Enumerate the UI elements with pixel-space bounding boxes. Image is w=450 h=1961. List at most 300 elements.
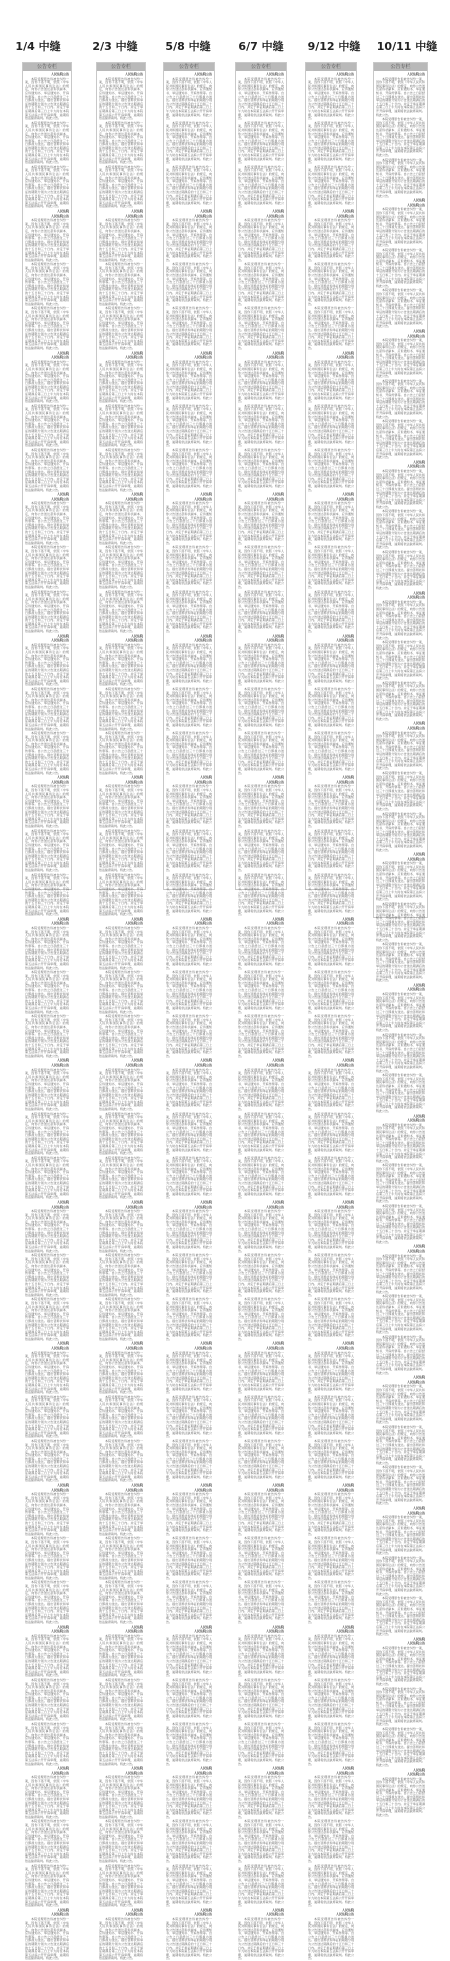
notice-paragraph: 本院受理原告诉被告纠纷一案，因你下落不明，依照《中华人民共和国民事诉讼法》的规定，向你公告送达起诉状副本、应诉通知书、举证通知书、开庭传票等。自公告之日起经过三十日即视为送达。提出答辩状和举证的期限分别为公告送达期满后的十五日和三十日内。并定于举证期满后第三日上午九时在本院第五法庭公开开庭审理，逾期将依法缺席裁判。特此公告。	[308, 218, 354, 262]
notice-paragraph: 本院受理原告诉被告纠纷一案，因你下落不明，依照《中华人民共和国民事诉讼法》的规定，向你公告送达起诉状副本、应诉通知书、举证通知书、开庭传票等。自公告之日起经过三十日即视为送达。提出答辩状和举证的期限分别为公告送达期满后的十五日和三十日内。并定于举证期满后第三日上午九时在本院第五法庭公开开庭审理，逾期将依法缺席裁判。特此公告。	[238, 501, 284, 545]
notice-signature: 人民法院	[130, 350, 143, 355]
notice-signature: 人民法院	[271, 633, 284, 638]
notice-paragraph: 本院受理原告诉被告纠纷一案，因你下落不明，依照《中华人民共和国民事诉讼法》的规定，向你公告送达起诉状副本、应诉通知书、举证通知书、开庭传票等。自公告之日起经过三十日即视为送达。提出答辩状和举证的期限分别为公告送达期满后的十五日和三十日内。并定于举证期满后第三日上午九时在本院第五法庭公开开庭审理，逾期将依法缺席裁判。特此公告。	[308, 306, 354, 350]
notice-paragraph: 本院受理原告诉被告纠纷一案，因你下落不明，依照《中华人民共和国民事诉讼法》的规定，向你公告送达起诉状副本、应诉通知书、举证通知书、开庭传票等。自公告之日起经过三十日即视为送达。提出答辩状和举证的期限分别为公告送达期满后的十五日和三十日内。并定于举证期满后第三日上午九时在本院第五法庭公开开庭审理，逾期将依法缺席裁判。特此公告。	[166, 545, 212, 589]
notice-paragraph: 本院受理原告诉被告纠纷一案，因你下落不明，依照《中华人民共和国民事诉讼法》的规定，向你公告送达起诉状副本、应诉通知书、举证通知书、开庭传票等。自公告之日起经过三十日即视为送达。提出答辩状和举证的期限分别为公告送达期满后的十五日和三十日内。并定于举证期满后第三日上午九时在本院第五法庭公开开庭审理，逾期将依法缺席裁判。特此公告。	[238, 872, 284, 917]
notice-paragraph: 本院受理原告诉被告纠纷一案，因你下落不明，依照《中华人民共和国民事诉讼法》的规定，向你公告送达起诉状副本、应诉通知书、举证通知书、开庭传票等。自公告之日起经过三十日即视为送达。提出答辩状和举证的期限分别为公告送达期满后的十五日和三十日内。并定于举证期满后第三日上午九时在本院第五法庭公开开庭审理，逾期将依法缺席裁判。特此公告。	[99, 501, 143, 545]
notice-paragraph: 本院受理原告诉被告纠纷一案，因你下落不明，依照《中华人民共和国民事诉讼法》的规定，向你公告送达起诉状副本、应诉通知书、举证通知书、开庭传票等。自公告之日起经过三十日即视为送达。提出答辩状和举证的期限分别为公告送达期满后的十五日和三十日内。并定于举证期满后第三日上午九时在本院第五法庭公开开庭审理，逾期将依法缺席裁判。特此公告。	[308, 1536, 354, 1580]
notice-heading: 人民法院公告	[50, 1487, 69, 1492]
notice-paragraph: 本院受理原告诉被告纠纷一案，因你下落不明，依照《中华人民共和国民事诉讼法》的规定，向你公告送达起诉状副本、应诉通知书、举证通知书、开庭传票等。自公告之日起经过三十日即视为送达。提出答辩状和举证的期限分别为公告送达期满后的十五日和三十日内。并定于举证期满后第三日上午九时在本院第五法庭公开开庭审理，逾期将依法缺席裁判。特此公告。	[238, 1253, 284, 1297]
notice-signature: 人民法院	[412, 1636, 425, 1641]
notice-heading: 人民法院公告	[193, 1912, 212, 1917]
column-body	[238, 72, 284, 1961]
notice-paragraph: 本院受理原告诉被告纠纷一案，因你下落不明，依照《中华人民共和国民事诉讼法》的规定，向你公告送达起诉状副本、应诉通知书、举证通知书、开庭传票等。自公告之日起经过三十日即视为送达。提出答辩状和举证的期限分别为公告送达期满后的十五日和三十日内。并定于举证期满后第三日上午九时在本院第五法庭公开开庭审理，逾期将依法缺席裁判。特此公告。	[99, 970, 143, 1014]
notice-paragraph: 本院受理原告诉被告纠纷一案，因你下落不明，依照《中华人民共和国民事诉讼法》的规定，向你公告送达起诉状副本、应诉通知书、举证通知书、开庭传票等。自公告之日起经过三十日即视为送达。提出答辩状和举证的期限分别为公告送达期满后的十五日和三十日内。并定于举证期满后第三日上午九时在本院第五法庭公开开庭审理，逾期将依法缺席裁判。特此公告。	[308, 359, 354, 404]
column-body	[25, 72, 69, 1961]
notice-paragraph: 本院受理原告诉被告纠纷一案，因你下落不明，依照《中华人民共和国民事诉讼法》的规定，向你公告送达起诉状副本、应诉通知书、举证通知书、开庭传票等。自公告之日起经过三十日即视为送达。提出答辩状和举证的期限分别为公告送达期满后的十五日和三十日内。并定于举证期满后第三日上午九时在本院第五法庭公开开庭审理，逾期将依法缺席裁判。特此公告。	[25, 218, 69, 262]
notice-paragraph: 本院受理原告诉被告纠纷一案，因你下落不明，依照《中华人民共和国民事诉讼法》的规定，向你公告送达起诉状副本、应诉通知书、举证通知书、开庭传票等。自公告之日起经过三十日即视为送达。提出答辩状和举证的期限分别为公告送达期满后的十五日和三十日内。并定于举证期满后第三日上午九时在本院第五法庭公开开庭审理，逾期将依法缺席裁判。特此公告。	[25, 1394, 69, 1439]
notice-heading: 人民法院公告	[50, 213, 69, 218]
notice-paragraph: 本院受理原告诉被告纠纷一案，因你下落不明，依照《中华人民共和国民事诉讼法》的规定，向你公告送达起诉状副本、应诉通知书、举证通知书、开庭传票等。自公告之日起经过三十日即视为送达。提出答辩状和举证的期限分别为公告送达期满后的十五日和三十日内。并定于举证期满后第三日上午九时在本院第五法庭公开开庭审理，逾期将依法缺席裁判。特此公告。	[376, 771, 425, 811]
notice-signature: 人民法院	[199, 1483, 212, 1488]
notice-paragraph: 本院受理原告诉被告纠纷一案，因你下落不明，依照《中华人民共和国民事诉讼法》的规定，向你公告送达起诉状副本、应诉通知书、举证通知书、开庭传票等。自公告之日起经过三十日即视为送达。提出答辩状和举证的期限分别为公告送达期满后的十五日和三十日内。并定于举证期满后第三日上午九时在本院第五法庭公开开庭审理，逾期将依法缺席裁判。特此公告。	[25, 872, 69, 917]
notice-paragraph: 本院受理原告诉被告纠纷一案，因你下落不明，依照《中华人民共和国民事诉讼法》的规定，向你公告送达起诉状副本、应诉通知书、举证通知书、开庭传票等。自公告之日起经过三十日即视为送达。提出答辩状和举证的期限分别为公告送达期满后的十五日和三十日内。并定于举证期满后第三日上午九时在本院第五法庭公开开庭审理，逾期将依法缺席裁判。特此公告。	[25, 1819, 69, 1863]
notice-paragraph: 本院受理原告诉被告纠纷一案，因你下落不明，依照《中华人民共和国民事诉讼法》的规定，向你公告送达起诉状副本、应诉通知书、举证通知书、开庭传票等。自公告之日起经过三十日即视为送达。提出答辩状和举证的期限分别为公告送达期满后的十五日和三十日内。并定于举证期满后第三日上午九时在本院第五法庭公开开庭审理，逾期将依法缺席裁判。特此公告。	[99, 1350, 143, 1395]
notice-heading: 人民法院公告	[193, 1346, 212, 1351]
notice-paragraph: 本院受理原告诉被告纠纷一案，因你下落不明，依照《中华人民共和国民事诉讼法》的规定，向你公告送达起诉状副本、应诉通知书、举证通知书、开庭传票等。自公告之日起经过三十日即视为送达。提出答辩状和举证的期限分别为公告送达期满后的十五日和三十日内。并定于举证期满后第三日上午九时在本院第五法庭公开开庭审理，逾期将依法缺席裁判。特此公告。	[25, 731, 69, 775]
notice-paragraph: 本院受理原告诉被告纠纷一案，因你下落不明，依照《中华人民共和国民事诉讼法》的规定，向你公告送达起诉状副本、应诉通知书、举证通知书、开庭传票等。自公告之日起经过三十日即视为送达。提出答辩状和举证的期限分别为公告送达期满后的十五日和三十日内。并定于举证期满后第三日上午九时在本院第五法庭公开开庭审理，逾期将依法缺席裁判。特此公告。	[376, 509, 425, 550]
notice-paragraph: 本院受理原告诉被告纠纷一案，因你下落不明，依照《中华人民共和国民事诉讼法》的规定，向你公告送达起诉状副本、应诉通知书、举证通知书、开庭传票等。自公告之日起经过三十日即视为送达。提出答辩状和举证的期限分别为公告送达期满后的十五日和三十日内。并定于举证期满后第三日上午九时在本院第五法庭公开开庭审理，逾期将依法缺席裁判。特此公告。	[99, 545, 143, 589]
notice-paragraph: 本院受理原告诉被告纠纷一案，因你下落不明，依照《中华人民共和国民事诉讼法》的规定，向你公告送达起诉状副本、应诉通知书、举证通知书、开庭传票等。自公告之日起经过三十日即视为送达。提出答辩状和举证的期限分别为公告送达期满后的十五日和三十日内。并定于举证期满后第三日上午九时在本院第五法庭公开开庭审理，逾期将依法缺席裁判。特此公告。	[166, 403, 212, 448]
notice-paragraph: 本院受理原告诉被告纠纷一案，因你下落不明，依照《中华人民共和国民事诉讼法》的规定，向你公告送达起诉状副本、应诉通知书、举证通知书、开庭传票等。自公告之日起经过三十日即视为送达。提出答辩状和举证的期限分别为公告送达期满后的十五日和三十日内。并定于举证期满后第三日上午九时在本院第五法庭公开开庭审理，逾期将依法缺席裁判。特此公告。	[376, 1776, 425, 1817]
notice-paragraph: 本院受理原告诉被告纠纷一案，因你下落不明，依照《中华人民共和国民事诉讼法》的规定，向你公告送达起诉状副本、应诉通知书、举证通知书、开庭传票等。自公告之日起经过三十日即视为送达。提出答辩状和举证的期限分别为公告送达期满后的十五日和三十日内。并定于举证期满后第三日上午九时在本院第五法庭公开开庭审理，逾期将依法缺席裁判。特此公告。	[25, 403, 69, 448]
notice-heading: 人民法院公告	[50, 921, 69, 926]
notice-heading: 人民法院公告	[193, 1062, 212, 1067]
notice-paragraph: 本院受理原告诉被告纠纷一案，因你下落不明，依照《中华人民共和国民事诉讼法》的规定，向你公告送达起诉状副本、应诉通知书、举证通知书、开庭传票等。自公告之日起经过三十日即视为送达。提出答辩状和举证的期限分别为公告送达期满后的十五日和三十日内。并定于举证期满后第三日上午九时在本院第五法庭公开开庭审理，逾期将依法缺席裁判。特此公告。	[99, 1677, 143, 1722]
notice-paragraph: 本院受理原告诉被告纠纷一案，因你下落不明，依照《中华人民共和国民事诉讼法》的规定，向你公告送达起诉状副本、应诉通知书、举证通知书、开庭传票等。自公告之日起经过三十日即视为送达。提出答辩状和举证的期限分别为公告送达期满后的十五日和三十日内。并定于举证期满后第三日上午九时在本院第五法庭公开开庭审理，逾期将依法缺席裁判。特此公告。	[166, 1297, 212, 1341]
notice-paragraph: 本院受理原告诉被告纠纷一案，因你下落不明，依照《中华人民共和国民事诉讼法》的规定，向你公告送达起诉状副本、应诉通知书、举证通知书、开庭传票等。自公告之日起经过三十日即视为送达。提出答辩状和举证的期限分别为公告送达期满后的十五日和三十日内。并定于举证期满后第三日上午九时在本院第五法庭公开开庭审理，逾期将依法缺席裁判。特此公告。	[308, 1916, 354, 1961]
notice-heading: 人民法院公告	[50, 1204, 69, 1209]
notice-paragraph: 本院受理原告诉被告纠纷一案，因你下落不明，依照《中华人民共和国民事诉讼法》的规定，向你公告送达起诉状副本、应诉通知书、举证通知书、开庭传票等。自公告之日起经过三十日即视为送达。提出答辩状和举证的期限分别为公告送达期满后的十五日和三十日内。并定于举证期满后第三日上午九时在本院第五法庭公开开庭审理，逾期将依法缺席裁判。特此公告。	[99, 1819, 143, 1863]
notice-heading: 人民法院公告	[406, 1510, 425, 1515]
notice-paragraph: 本院受理原告诉被告纠纷一案，因你下落不明，依照《中华人民共和国民事诉讼法》的规定，向你公告送达起诉状副本、应诉通知书、举证通知书、开庭传票等。自公告之日起经过三十日即视为送达。提出答辩状和举证的期限分别为公告送达期满后的十五日和三十日内。并定于举证期满后第三日上午九时在本院第五法庭公开开庭审理，逾期将依法缺席裁判。特此公告。	[308, 970, 354, 1014]
notice-paragraph: 本院受理原告诉被告纠纷一案，因你下落不明，依照《中华人民共和国民事诉讼法》的规定，向你公告送达起诉状副本、应诉通知书、举证通知书、开庭传票等。自公告之日起经过三十日即视为送达。提出答辩状和举证的期限分别为公告送达期满后的十五日和三十日内。并定于举证期满后第三日上午九时在本院第五法庭公开开庭审理，逾期将依法缺席裁判。特此公告。	[308, 1014, 354, 1058]
notice-paragraph: 本院受理原告诉被告纠纷一案，因你下落不明，依照《中华人民共和国民事诉讼法》的规定，向你公告送达起诉状副本、应诉通知书、举证通知书、开庭传票等。自公告之日起经过三十日即视为送达。提出答辩状和举证的期限分别为公告送达期满后的十五日和三十日内。并定于举证期满后第三日上午九时在本院第五法庭公开开庭审理，逾期将依法缺席裁判。特此公告。	[166, 1111, 212, 1156]
notice-signature: 人民法院	[412, 328, 425, 333]
notice-paragraph: 本院受理原告诉被告纠纷一案，因你下落不明，依照《中华人民共和国民事诉讼法》的规定，向你公告送达起诉状副本、应诉通知书、举证通知书、开庭传票等。自公告之日起经过三十日即视为送达。提出答辩状和举证的期限分别为公告送达期满后的十五日和三十日内。并定于举证期满后第三日上午九时在本院第五法庭公开开庭审理，逾期将依法缺席裁判。特此公告。	[166, 262, 212, 306]
notice-heading: 人民法院公告	[406, 725, 425, 730]
notice-paragraph: 本院受理原告诉被告纠纷一案，因你下落不明，依照《中华人民共和国民事诉讼法》的规定，向你公告送达起诉状副本、应诉通知书、举证通知书、开庭传票等。自公告之日起经过三十日即视为送达。提出答辩状和举证的期限分别为公告送达期满后的十五日和三十日内。并定于举证期满后第三日上午九时在本院第五法庭公开开庭审理，逾期将依法缺席裁判。特此公告。	[166, 1209, 212, 1253]
notice-paragraph: 本院受理原告诉被告纠纷一案，因你下落不明，依照《中华人民共和国民事诉讼法》的规定，向你公告送达起诉状副本、应诉通知书、举证通知书、开庭传票等。自公告之日起经过三十日即视为送达。提出答辩状和举证的期限分别为公告送达期满后的十五日和三十日内。并定于举证期满后第三日上午九时在本院第五法庭公开开庭审理，逾期将依法缺席裁判。特此公告。	[376, 76, 425, 117]
notice-signature: 人民法院	[412, 1506, 425, 1510]
notice-signature: 人民法院	[341, 1341, 354, 1346]
notice-heading: 人民法院公告	[265, 1204, 284, 1209]
notice-paragraph: 本院受理原告诉被告纠纷一案，因你下落不明，依照《中华人民共和国民事诉讼法》的规定，向你公告送达起诉状副本、应诉通知书、举证通知书、开庭传票等。自公告之日起经过三十日即视为送达。提出答辩状和举证的期限分别为公告送达期满后的十五日和三十日内。并定于举证期满后第三日上午九时在本院第五法庭公开开庭审理，逾期将依法缺席裁判。特此公告。	[99, 403, 143, 448]
notice-paragraph: 本院受理原告诉被告纠纷一案，因你下落不明，依照《中华人民共和国民事诉讼法》的规定，向你公告送达起诉状副本、应诉通知书、举证通知书、开庭传票等。自公告之日起经过三十日即视为送达。提出答辩状和举证的期限分别为公告送达期满后的十五日和三十日内。并定于举证期满后第三日上午九时在本院第五法庭公开开庭审理，逾期将依法缺席裁判。特此公告。	[238, 1438, 284, 1483]
notice-heading: 人民法院公告	[193, 638, 212, 643]
notice-paragraph: 本院受理原告诉被告纠纷一案，因你下落不明，依照《中华人民共和国民事诉讼法》的规定，向你公告送达起诉状副本、应诉通知书、举证通知书、开庭传票等。自公告之日起经过三十日即视为送达。提出答辩状和举证的期限分别为公告送达期满后的十五日和三十日内。并定于举证期满后第三日上午九时在本院第五法庭公开开庭审理，逾期将依法缺席裁判。特此公告。	[376, 550, 425, 590]
notice-signature: 人民法院	[199, 916, 212, 921]
notice-paragraph: 本院受理原告诉被告纠纷一案，因你下落不明，依照《中华人民共和国民事诉讼法》的规定，向你公告送达起诉状副本、应诉通知书、举证通知书、开庭传票等。自公告之日起经过三十日即视为送达。提出答辩状和举证的期限分别为公告送达期满后的十五日和三十日内。并定于举证期满后第三日上午九时在本院第五法庭公开开庭审理，逾期将依法缺席裁判。特此公告。	[25, 76, 69, 121]
notice-heading: 人民法院公告	[124, 355, 143, 360]
notice-heading: 人民法院公告	[335, 1346, 354, 1351]
notice-heading: 人民法院公告	[265, 1346, 284, 1351]
notice-paragraph: 本院受理原告诉被告纠纷一案，因你下落不明，依照《中华人民共和国民事诉讼法》的规定，向你公告送达起诉状副本、应诉通知书、举证通知书、开庭传票等。自公告之日起经过三十日即视为送达。提出答辩状和举证的期限分别为公告送达期满后的十五日和三十日内。并定于举证期满后第三日上午九时在本院第五法庭公开开庭审理，逾期将依法缺席裁判。特此公告。	[166, 1819, 212, 1863]
notice-paragraph: 本院受理原告诉被告纠纷一案，因你下落不明，依照《中华人民共和国民事诉讼法》的规定，向你公告送达起诉状副本、应诉通知书、举证通知书、开庭传票等。自公告之日起经过三十日即视为送达。提出答辩状和举证的期限分别为公告送达期满后的十五日和三十日内。并定于举证期满后第三日上午九时在本院第五法庭公开开庭审理，逾期将依法缺席裁判。特此公告。	[99, 1580, 143, 1624]
notice-heading: 人民法院公告	[50, 1912, 69, 1917]
notice-signature: 人民法院	[56, 492, 69, 497]
notice-signature: 人民法院	[271, 775, 284, 780]
notice-paragraph: 本院受理原告诉被告纠纷一案，因你下落不明，依照《中华人民共和国民事诉讼法》的规定，向你公告送达起诉状副本、应诉通知书、举证通知书、开庭传票等。自公告之日起经过三十日即视为送达。提出答辩状和举证的期限分别为公告送达期满后的十五日和三十日内。并定于举证期满后第三日上午九时在本院第五法庭公开开庭审理，逾期将依法缺席裁判。特此公告。	[308, 1633, 354, 1678]
notice-paragraph: 本院受理原告诉被告纠纷一案，因你下落不明，依照《中华人民共和国民事诉讼法》的规定，向你公告送达起诉状副本、应诉通知书、举证通知书、开庭传票等。自公告之日起经过三十日即视为送达。提出答辩状和举证的期限分别为公告送达期满后的十五日和三十日内。并定于举证期满后第三日上午九时在本院第五法庭公开开庭审理，逾期将依法缺席裁判。特此公告。	[308, 1580, 354, 1624]
notice-heading: 人民法院公告	[335, 355, 354, 360]
notice-paragraph: 本院受理原告诉被告纠纷一案，因你下落不明，依照《中华人民共和国民事诉讼法》的规定，向你公告送达起诉状副本、应诉通知书、举证通知书、开庭传票等。自公告之日起经过三十日即视为送达。提出答辩状和举证的期限分别为公告送达期满后的十五日和三十日内。并定于举证期满后第三日上午九时在本院第五法庭公开开庭审理，逾期将依法缺席裁判。特此公告。	[25, 1253, 69, 1297]
column-10-11	[373, 62, 428, 1817]
notice-heading: 人民法院公告	[124, 1487, 143, 1492]
notice-signature: 人民法院	[341, 775, 354, 780]
notice-paragraph: 本院受理原告诉被告纠纷一案，因你下落不明，依照《中华人民共和国民事诉讼法》的规定，向你公告送达起诉状副本、应诉通知书、举证通知书、开庭传票等。自公告之日起经过三十日即视为送达。提出答辩状和举证的期限分别为公告送达期满后的十五日和三十日内。并定于举证期满后第三日上午九时在本院第五法庭公开开庭审理，逾期将依法缺席裁判。特此公告。	[308, 447, 354, 492]
column-6-7	[235, 62, 287, 1961]
notice-signature: 人民法院	[412, 1113, 425, 1118]
notice-signature: 人民法院	[341, 208, 354, 213]
notice-heading: 人民法院公告	[50, 1346, 69, 1351]
notice-paragraph: 本院受理原告诉被告纠纷一案，因你下落不明，依照《中华人民共和国民事诉讼法》的规定，向你公告送达起诉状副本、应诉通知书、举证通知书、开庭传票等。自公告之日起经过三十日即视为送达。提出答辩状和举证的期限分别为公告送达期满后的十五日和三十日内。并定于举证期满后第三日上午九时在本院第五法庭公开开庭审理，逾期将依法缺席裁判。特此公告。	[25, 120, 69, 165]
notice-paragraph: 本院受理原告诉被告纠纷一案，因你下落不明，依照《中华人民共和国民事诉讼法》的规定，向你公告送达起诉状副本、应诉通知书、举证通知书、开庭传票等。自公告之日起经过三十日即视为送达。提出答辩状和举证的期限分别为公告送达期满后的十五日和三十日内。并定于举证期满后第三日上午九时在本院第五法庭公开开庭审理，逾期将依法缺席裁判。特此公告。	[376, 1163, 425, 1204]
notice-signature: 人民法院	[412, 459, 425, 464]
notice-heading: 人民法院公告	[406, 202, 425, 207]
notice-heading: 人民法院公告	[335, 921, 354, 926]
notice-heading: 人民法院公告	[265, 1487, 284, 1492]
notice-paragraph: 本院受理原告诉被告纠纷一案，因你下落不明，依照《中华人民共和国民事诉讼法》的规定，向你公告送达起诉状副本、应诉通知书、举证通知书、开庭传票等。自公告之日起经过三十日即视为送达。提出答辩状和举证的期限分别为公告送达期满后的十五日和三十日内。并定于举证期满后第三日上午九时在本院第五法庭公开开庭审理，逾期将依法缺席裁判。特此公告。	[308, 1209, 354, 1253]
notice-paragraph: 本院受理原告诉被告纠纷一案，因你下落不明，依照《中华人民共和国民事诉讼法》的规定，向你公告送达起诉状副本、应诉通知书、举证通知书、开庭传票等。自公告之日起经过三十日即视为送达。提出答辩状和举证的期限分别为公告送达期满后的十五日和三十日内。并定于举证期满后第三日上午九时在本院第五法庭公开开庭审理，逾期将依法缺席裁判。特此公告。	[166, 784, 212, 828]
notice-paragraph: 本院受理原告诉被告纠纷一案，因你下落不明，依照《中华人民共和国民事诉讼法》的规定，向你公告送达起诉状副本、应诉通知书、举证通知书、开庭传票等。自公告之日起经过三十日即视为送达。提出答辩状和举证的期限分别为公告送达期满后的十五日和三十日内。并定于举证期满后第三日上午九时在本院第五法庭公开开庭审理，逾期将依法缺席裁判。特此公告。	[166, 1916, 212, 1961]
notice-paragraph: 本院受理原告诉被告纠纷一案，因你下落不明，依照《中华人民共和国民事诉讼法》的规定，向你公告送达起诉状副本、应诉通知书、举证通知书、开庭传票等。自公告之日起经过三十日即视为送达。提出答辩状和举证的期限分别为公告送达期满后的十五日和三十日内。并定于举证期满后第三日上午九时在本院第五法庭公开开庭审理，逾期将依法缺席裁判。特此公告。	[99, 76, 143, 121]
notice-paragraph: 本院受理原告诉被告纠纷一案，因你下落不明，依照《中华人民共和国民事诉讼法》的规定，向你公告送达起诉状副本、应诉通知书、举证通知书、开庭传票等。自公告之日起经过三十日即视为送达。提出答辩状和举证的期限分别为公告送达期满后的十五日和三十日内。并定于举证期满后第三日上午九时在本院第五法庭公开开庭审理，逾期将依法缺席裁判。特此公告。	[376, 861, 425, 902]
notice-paragraph: 本院受理原告诉被告纠纷一案，因你下落不明，依照《中华人民共和国民事诉讼法》的规定，向你公告送达起诉状副本、应诉通知书、举证通知书、开庭传票等。自公告之日起经过三十日即视为送达。提出答辩状和举证的期限分别为公告送达期满后的十五日和三十日内。并定于举证期满后第三日上午九时在本院第五法庭公开开庭审理，逾期将依法缺席裁判。特此公告。	[166, 1067, 212, 1112]
notice-paragraph: 本院受理原告诉被告纠纷一案，因你下落不明，依照《中华人民共和国民事诉讼法》的规定，向你公告送达起诉状副本、应诉通知书、举证通知书、开庭传票等。自公告之日起经过三十日即视为送达。提出答辩状和举证的期限分别为公告送达期满后的十五日和三十日内。并定于举证期满后第三日上午九时在本院第五法庭公开开庭审理，逾期将依法缺席裁判。特此公告。	[99, 1394, 143, 1439]
notice-heading: 人民法院公告	[265, 1062, 284, 1067]
notice-signature: 人民法院	[271, 1624, 284, 1629]
notice-paragraph: 本院受理原告诉被告纠纷一案，因你下落不明，依照《中华人民共和国民事诉讼法》的规定，向你公告送达起诉状副本、应诉通知书、举证通知书、开庭传票等。自公告之日起经过三十日即视为送达。提出答辩状和举证的期限分别为公告送达期满后的十五日和三十日内。并定于举证期满后第三日上午九时在本院第五法庭公开开庭审理，逾期将依法缺席裁判。特此公告。	[376, 1515, 425, 1556]
notice-signature: 人民法院	[341, 350, 354, 355]
notice-heading: 人民法院公告	[193, 1204, 212, 1209]
notice-paragraph: 本院受理原告诉被告纠纷一案，因你下落不明，依照《中华人民共和国民事诉讼法》的规定，向你公告送达起诉状副本、应诉通知书、举证通知书、开庭传票等。自公告之日起经过三十日即视为送达。提出答辩状和举证的期限分别为公告送达期满后的十五日和三十日内。并定于举证期满后第三日上午九时在本院第五法庭公开开庭审理，逾期将依法缺席裁判。特此公告。	[25, 1863, 69, 1908]
notice-heading: 人民法院公告	[193, 1770, 212, 1775]
notice-paragraph: 本院受理原告诉被告纠纷一案，因你下落不明，依照《中华人民共和国民事诉讼法》的规定，向你公告送达起诉状副本、应诉通知书、举证通知书、开庭传票等。自公告之日起经过三十日即视为送达。提出答辩状和举证的期限分别为公告送达期满后的十五日和三十日内。并定于举证期满后第三日上午九时在本院第五法庭公开开庭审理，逾期将依法缺席裁判。特此公告。	[238, 447, 284, 492]
column-body	[99, 72, 143, 1961]
notice-paragraph: 本院受理原告诉被告纠纷一案，因你下落不明，依照《中华人民共和国民事诉讼法》的规定，向你公告送达起诉状副本、应诉通知书、举证通知书、开庭传票等。自公告之日起经过三十日即视为送达。提出答辩状和举证的期限分别为公告送达期满后的十五日和三十日内。并定于举证期满后第三日上午九时在本院第五法庭公开开庭审理，逾期将依法缺席裁判。特此公告。	[99, 1438, 143, 1483]
notice-paragraph: 本院受理原告诉被告纠纷一案，因你下落不明，依照《中华人民共和国民事诉讼法》的规定，向你公告送达起诉状副本、应诉通知书、举证通知书、开庭传票等。自公告之日起经过三十日即视为送达。提出答辩状和举证的期限分别为公告送达期满后的十五日和三十日内。并定于举证期满后第三日上午九时在本院第五法庭公开开庭审理，逾期将依法缺席裁判。特此公告。	[166, 1253, 212, 1297]
notice-paragraph: 本院受理原告诉被告纠纷一案，因你下落不明，依照《中华人民共和国民事诉讼法》的规定，向你公告送达起诉状副本、应诉通知书、举证通知书、开庭传票等。自公告之日起经过三十日即视为送达。提出答辩状和举证的期限分别为公告送达期满后的十五日和三十日内。并定于举证期满后第三日上午九时在本院第五法庭公开开庭审理，逾期将依法缺席裁判。特此公告。	[308, 1111, 354, 1156]
notice-paragraph: 本院受理原告诉被告纠纷一案，因你下落不明，依照《中华人民共和国民事诉讼法》的规定，向你公告送达起诉状副本、应诉通知书、举证通知书、开庭传票等。自公告之日起经过三十日即视为送达。提出答辩状和举证的期限分别为公告送达期满后的十五日和三十日内。并定于举证期满后第三日上午九时在本院第五法庭公开开庭审理，逾期将依法缺席裁判。特此公告。	[99, 589, 143, 634]
notice-paragraph: 本院受理原告诉被告纠纷一案，因你下落不明，依照《中华人民共和国民事诉讼法》的规定，向你公告送达起诉状副本、应诉通知书、举证通知书、开庭传票等。自公告之日起经过三十日即视为送达。提出答辩状和举证的期限分别为公告送达期满后的十五日和三十日内。并定于举证期满后第三日上午九时在本院第五法庭公开开庭审理，逾期将依法缺席裁判。特此公告。	[308, 545, 354, 589]
col-title-4: 9/12 中缝	[307, 40, 361, 53]
notice-paragraph: 本院受理原告诉被告纠纷一案，因你下落不明，依照《中华人民共和国民事诉讼法》的规定，向你公告送达起诉状副本、应诉通知书、举证通知书、开庭传票等。自公告之日起经过三十日即视为送达。提出答辩状和举证的期限分别为公告送达期满后的十五日和三十日内。并定于举证期满后第三日上午九时在本院第五法庭公开开庭审理，逾期将依法缺席裁判。特此公告。	[238, 1111, 284, 1156]
col-title-5: 10/11 中缝	[376, 40, 438, 53]
notice-signature: 人民法院	[56, 1199, 69, 1204]
notice-paragraph: 本院受理原告诉被告纠纷一案，因你下落不明，依照《中华人民共和国民事诉讼法》的规定，向你公告送达起诉状副本、应诉通知书、举证通知书、开庭传票等。自公告之日起经过三十日即视为送达。提出答辩状和举证的期限分别为公告送达期满后的十五日和三十日内。并定于举证期满后第三日上午九时在本院第五法庭公开开庭审理，逾期将依法缺席裁判。特此公告。	[25, 784, 69, 828]
notice-heading: 人民法院公告	[193, 213, 212, 218]
notice-paragraph: 本院受理原告诉被告纠纷一案，因你下落不明，依照《中华人民共和国民事诉讼法》的规定，向你公告送达起诉状副本、应诉通知书、举证通知书、开庭传票等。自公告之日起经过三十日即视为送达。提出答辩状和举证的期限分别为公告送达期满后的十五日和三十日内。并定于举证期满后第三日上午九时在本院第五法庭公开开庭审理，逾期将依法缺席裁判。特此公告。	[99, 120, 143, 165]
notice-paragraph: 本院受理原告诉被告纠纷一案，因你下落不明，依照《中华人民共和国民事诉讼法》的规定，向你公告送达起诉状副本、应诉通知书、举证通知书、开庭传票等。自公告之日起经过三十日即视为送达。提出答辩状和举证的期限分别为公告送达期满后的十五日和三十日内。并定于举证期满后第三日上午九时在本院第五法庭公开开庭审理，逾期将依法缺席裁判。特此公告。	[166, 642, 212, 687]
notice-paragraph: 本院受理原告诉被告纠纷一案，因你下落不明，依照《中华人民共和国民事诉讼法》的规定，向你公告送达起诉状副本、应诉通知书、举证通知书、开庭传票等。自公告之日起经过三十日即视为送达。提出答辩状和举证的期限分别为公告送达期满后的十五日和三十日内。并定于举证期满后第三日上午九时在本院第五法庭公开开庭审理，逾期将依法缺席裁判。特此公告。	[308, 1297, 354, 1341]
notice-paragraph: 本院受理原告诉被告纠纷一案，因你下落不明，依照《中华人民共和国民事诉讼法》的规定，向你公告送达起诉状副本、应诉通知书、举证通知书、开庭传票等。自公告之日起经过三十日即视为送达。提出答辩状和举证的期限分别为公告送达期满后的十五日和三十日内。并定于举证期满后第三日上午九时在本院第五法庭公开开庭审理，逾期将依法缺席裁判。特此公告。	[376, 901, 425, 942]
notice-paragraph: 本院受理原告诉被告纠纷一案，因你下落不明，依照《中华人民共和国民事诉讼法》的规定，向你公告送达起诉状副本、应诉通知书、举证通知书、开庭传票等。自公告之日起经过三十日即视为送达。提出答辩状和举证的期限分别为公告送达期满后的十五日和三十日内。并定于举证期满后第三日上午九时在本院第五法庭公开开庭审理，逾期将依法缺席裁判。特此公告。	[166, 970, 212, 1014]
notice-paragraph: 本院受理原告诉被告纠纷一案，因你下落不明，依照《中华人民共和国民事诉讼法》的规定，向你公告送达起诉状副本、应诉通知书、举证通知书、开庭传票等。自公告之日起经过三十日即视为送达。提出答辩状和举证的期限分别为公告送达期满后的十五日和三十日内。并定于举证期满后第三日上午九时在本院第五法庭公开开庭审理，逾期将依法缺席裁判。特此公告。	[99, 1209, 143, 1253]
notice-paragraph: 本院受理原告诉被告纠纷一案，因你下落不明，依照《中华人民共和国民事诉讼法》的规定，向你公告送达起诉状副本、应诉通知书、举证通知书、开庭传票等。自公告之日起经过三十日即视为送达。提出答辩状和举证的期限分别为公告送达期满后的十五日和三十日内。并定于举证期满后第三日上午九时在本院第五法庭公开开庭审理，逾期将依法缺席裁判。特此公告。	[25, 1633, 69, 1678]
notice-paragraph: 本院受理原告诉被告纠纷一案，因你下落不明，依照《中华人民共和国民事诉讼法》的规定，向你公告送达起诉状副本、应诉通知书、举证通知书、开庭传票等。自公告之日起经过三十日即视为送达。提出答辩状和举证的期限分别为公告送达期满后的十五日和三十日内。并定于举证期满后第三日上午九时在本院第五法庭公开开庭审理，逾期将依法缺席裁判。特此公告。	[308, 925, 354, 970]
notice-paragraph: 本院受理原告诉被告纠纷一案，因你下落不明，依照《中华人民共和国民事诉讼法》的规定，向你公告送达起诉状副本、应诉通知书、举证通知书、开庭传票等。自公告之日起经过三十日即视为送达。提出答辩状和举证的期限分别为公告送达期满后的十五日和三十日内。并定于举证期满后第三日上午九时在本院第五法庭公开开庭审理，逾期将依法缺席裁判。特此公告。	[166, 1580, 212, 1624]
notice-signature: 人民法院	[199, 1907, 212, 1912]
notice-paragraph: 本院受理原告诉被告纠纷一案，因你下落不明，依照《中华人民共和国民事诉讼法》的规定，向你公告送达起诉状副本、应诉通知书、举证通知书、开庭传票等。自公告之日起经过三十日即视为送达。提出答辩状和举证的期限分别为公告送达期满后的十五日和三十日内。并定于举证期满后第三日上午九时在本院第五法庭公开开庭审理，逾期将依法缺席裁判。特此公告。	[166, 447, 212, 492]
notice-heading: 人民法院公告	[265, 213, 284, 218]
notice-signature: 人民法院	[341, 633, 354, 638]
notice-paragraph: 本院受理原告诉被告纠纷一案，因你下落不明，依照《中华人民共和国民事诉讼法》的规定，向你公告送达起诉状副本、应诉通知书、举证通知书、开庭传票等。自公告之日起经过三十日即视为送达。提出答辩状和举证的期限分别为公告送达期满后的十五日和三十日内。并定于举证期满后第三日上午九时在本院第五法庭公开开庭审理，逾期将依法缺席裁判。特此公告。	[238, 262, 284, 306]
column-body	[166, 72, 212, 1961]
notice-heading: 人民法院公告	[406, 1772, 425, 1777]
notice-paragraph: 本院受理原告诉被告纠纷一案，因你下落不明，依照《中华人民共和国民事诉讼法》的规定，向你公告送达起诉状副本、应诉通知书、举证通知书、开庭传票等。自公告之日起经过三十日即视为送达。提出答辩状和举证的期限分别为公告送达期满后的十五日和三十日内。并定于举证期满后第三日上午九时在本院第五法庭公开开庭审理，逾期将依法缺席裁判。特此公告。	[166, 1775, 212, 1819]
notice-heading: 人民法院公告	[335, 1204, 354, 1209]
notice-paragraph: 本院受理原告诉被告纠纷一案，因你下落不明，依照《中华人民共和国民事诉讼法》的规定，向你公告送达起诉状副本、应诉通知书、举证通知书、开庭传票等。自公告之日起经过三十日即视为送达。提出答辩状和举证的期限分别为公告送达期满后的十五日和三十日内。并定于举证期满后第三日上午九时在本院第五法庭公开开庭审理，逾期将依法缺席裁判。特此公告。	[166, 731, 212, 775]
notice-paragraph: 本院受理原告诉被告纠纷一案，因你下落不明，依照《中华人民共和国民事诉讼法》的规定，向你公告送达起诉状副本、应诉通知书、举证通知书、开庭传票等。自公告之日起经过三十日即视为送达。提出答辩状和举证的期限分别为公告送达期满后的十五日和三十日内。并定于举证期满后第三日上午九时在本院第五法庭公开开庭审理，逾期将依法缺席裁判。特此公告。	[99, 359, 143, 404]
notice-signature: 人民法院	[56, 208, 69, 213]
notice-paragraph: 本院受理原告诉被告纠纷一案，因你下落不明，依照《中华人民共和国民事诉讼法》的规定，向你公告送达起诉状副本、应诉通知书、举证通知书、开庭传票等。自公告之日起经过三十日即视为送达。提出答辩状和举证的期限分别为公告送达期满后的十五日和三十日内。并定于举证期满后第三日上午九时在本院第五法庭公开开庭审理，逾期将依法缺席裁判。特此公告。	[238, 403, 284, 448]
notice-paragraph: 本院受理原告诉被告纠纷一案，因你下落不明，依照《中华人民共和国民事诉讼法》的规定，向你公告送达起诉状副本、应诉通知书、举证通知书、开庭传票等。自公告之日起经过三十日即视为送达。提出答辩状和举证的期限分别为公告送达期满后的十五日和三十日内。并定于举证期满后第三日上午九时在本院第五法庭公开开庭审理，逾期将依法缺席裁判。特此公告。	[25, 1438, 69, 1483]
notice-paragraph: 本院受理原告诉被告纠纷一案，因你下落不明，依照《中华人民共和国民事诉讼法》的规定，向你公告送达起诉状副本、应诉通知书、举证通知书、开庭传票等。自公告之日起经过三十日即视为送达。提出答辩状和举证的期限分别为公告送达期满后的十五日和三十日内。并定于举证期满后第三日上午九时在本院第五法庭公开开庭审理，逾期将依法缺席裁判。特此公告。	[25, 1580, 69, 1624]
notice-signature: 人民法院	[341, 1199, 354, 1204]
notice-paragraph: 本院受理原告诉被告纠纷一案，因你下落不明，依照《中华人民共和国民事诉讼法》的规定，向你公告送达起诉状副本、应诉通知书、举证通知书、开庭传票等。自公告之日起经过三十日即视为送达。提出答辩状和举证的期限分别为公告送达期满后的十五日和三十日内。并定于举证期满后第三日上午九时在本院第五法庭公开开庭审理，逾期将依法缺席裁判。特此公告。	[376, 992, 425, 1032]
notice-paragraph: 本院受理原告诉被告纠纷一案，因你下落不明，依照《中华人民共和国民事诉讼法》的规定，向你公告送达起诉状副本、应诉通知书、举证通知书、开庭传票等。自公告之日起经过三十日即视为送达。提出答辩状和举证的期限分别为公告送达期满后的十五日和三十日内。并定于举证期满后第三日上午九时在本院第五法庭公开开庭审理，逾期将依法缺席裁判。特此公告。	[308, 164, 354, 209]
notice-signature: 人民法院	[199, 208, 212, 213]
notice-heading: 人民法院公告	[193, 72, 212, 76]
notice-heading: 人民法院公告	[50, 1062, 69, 1067]
column-2-3	[96, 62, 146, 1961]
notice-paragraph: 本院受理原告诉被告纠纷一案，因你下落不明，依照《中华人民共和国民事诉讼法》的规定，向你公告送达起诉状副本、应诉通知书、举证通知书、开庭传票等。自公告之日起经过三十日即视为送达。提出答辩状和举证的期限分别为公告送达期满后的十五日和三十日内。并定于举证期满后第三日上午九时在本院第五法庭公开开庭审理，逾期将依法缺席裁判。特此公告。	[238, 1863, 284, 1908]
notice-paragraph: 本院受理原告诉被告纠纷一案，因你下落不明，依照《中华人民共和国民事诉讼法》的规定，向你公告送达起诉状副本、应诉通知书、举证通知书、开庭传票等。自公告之日起经过三十日即视为送达。提出答辩状和举证的期限分别为公告送达期满后的十五日和三十日内。并定于举证期满后第三日上午九时在本院第五法庭公开开庭审理，逾期将依法缺席裁判。特此公告。	[25, 828, 69, 873]
notice-paragraph: 本院受理原告诉被告纠纷一案，因你下落不明，依照《中华人民共和国民事诉讼法》的规定，向你公告送达起诉状副本、应诉通知书、举证通知书、开庭传票等。自公告之日起经过三十日即视为送达。提出答辩状和举证的期限分别为公告送达期满后的十五日和三十日内。并定于举证期满后第三日上午九时在本院第五法庭公开开庭审理，逾期将依法缺席裁判。特此公告。	[99, 1155, 143, 1200]
notice-paragraph: 本院受理原告诉被告纠纷一案，因你下落不明，依照《中华人民共和国民事诉讼法》的规定，向你公告送达起诉状副本、应诉通知书、举证通知书、开庭传票等。自公告之日起经过三十日即视为送达。提出答辩状和举证的期限分别为公告送达期满后的十五日和三十日内。并定于举证期满后第三日上午九时在本院第五法庭公开开庭审理，逾期将依法缺席裁判。特此公告。	[25, 1067, 69, 1112]
notice-heading: 人民法院公告	[335, 72, 354, 76]
notice-paragraph: 本院受理原告诉被告纠纷一案，因你下落不明，依照《中华人民共和国民事诉讼法》的规定，向你公告送达起诉状副本、应诉通知书、举证通知书、开庭传票等。自公告之日起经过三十日即视为送达。提出答辩状和举证的期限分别为公告送达期满后的十五日和三十日内。并定于举证期满后第三日上午九时在本院第五法庭公开开庭审理，逾期将依法缺席裁判。特此公告。	[25, 1677, 69, 1722]
notice-paragraph: 本院受理原告诉被告纠纷一案，因你下落不明，依照《中华人民共和国民事诉讼法》的规定，向你公告送达起诉状副本、应诉通知书、举证通知书、开庭传票等。自公告之日起经过三十日即视为送达。提出答辩状和举证的期限分别为公告送达期满后的十五日和三十日内。并定于举证期满后第三日上午九时在本院第五法庭公开开庭审理，逾期将依法缺席裁判。特此公告。	[238, 359, 284, 404]
notice-signature: 人民法院	[271, 1199, 284, 1204]
notice-paragraph: 本院受理原告诉被告纠纷一案，因你下落不明，依照《中华人民共和国民事诉讼法》的规定，向你公告送达起诉状副本、应诉通知书、举证通知书、开庭传票等。自公告之日起经过三十日即视为送达。提出答辩状和举证的期限分别为公告送达期满后的十五日和三十日内。并定于举证期满后第三日上午九时在本院第五法庭公开开庭审理，逾期将依法缺席裁判。特此公告。	[25, 1492, 69, 1536]
notice-heading: 人民法院公告	[335, 496, 354, 501]
notice-signature: 人民法院	[412, 590, 425, 595]
notice-paragraph: 本院受理原告诉被告纠纷一案，因你下落不明，依照《中华人民共和国民事诉讼法》的规定，向你公告送达起诉状副本、应诉通知书、举证通知书、开庭传票等。自公告之日起经过三十日即视为送达。提出答辩状和举证的期限分别为公告送达期满后的十五日和三十日内。并定于举证期满后第三日上午九时在本院第五法庭公开开庭审理，逾期将依法缺席裁判。特此公告。	[166, 1492, 212, 1536]
notice-paragraph: 本院受理原告诉被告纠纷一案，因你下落不明，依照《中华人民共和国民事诉讼法》的规定，向你公告送达起诉状副本、应诉通知书、举证通知书、开庭传票等。自公告之日起经过三十日即视为送达。提出答辩状和举证的期限分别为公告送达期满后的十五日和三十日内。并定于举证期满后第三日上午九时在本院第五法庭公开开庭审理，逾期将依法缺席裁判。特此公告。	[238, 1580, 284, 1624]
column-header: 公告专栏	[306, 63, 356, 71]
notice-signature: 人民法院	[130, 1907, 143, 1912]
notice-paragraph: 本院受理原告诉被告纠纷一案，因你下落不明，依照《中华人民共和国民事诉讼法》的规定，向你公告送达起诉状副本、应诉通知书、举证通知书、开庭传票等。自公告之日起经过三十日即视为送达。提出答辩状和举证的期限分别为公告送达期满后的十五日和三十日内。并定于举证期满后第三日上午九时在本院第五法庭公开开庭审理，逾期将依法缺席裁判。特此公告。	[166, 1536, 212, 1580]
notice-paragraph: 本院受理原告诉被告纠纷一案，因你下落不明，依照《中华人民共和国民事诉讼法》的规定，向你公告送达起诉状副本、应诉通知书、举证通知书、开庭传票等。自公告之日起经过三十日即视为送达。提出答辩状和举证的期限分别为公告送达期满后的十五日和三十日内。并定于举证期满后第三日上午九时在本院第五法庭公开开庭审理，逾期将依法缺席裁判。特此公告。	[308, 731, 354, 775]
notice-paragraph: 本院受理原告诉被告纠纷一案，因你下落不明，依照《中华人民共和国民事诉讼法》的规定，向你公告送达起诉状副本、应诉通知书、举证通知书、开庭传票等。自公告之日起经过三十日即视为送达。提出答辩状和举证的期限分别为公告送达期满后的十五日和三十日内。并定于举证期满后第三日上午九时在本院第五法庭公开开庭审理，逾期将依法缺席裁判。特此公告。	[166, 872, 212, 917]
notice-paragraph: 本院受理原告诉被告纠纷一案，因你下落不明，依照《中华人民共和国民事诉讼法》的规定，向你公告送达起诉状副本、应诉通知书、举证通知书、开庭传票等。自公告之日起经过三十日即视为送达。提出答辩状和举证的期限分别为公告送达期满后的十五日和三十日内。并定于举证期满后第三日上午九时在本院第五法庭公开开庭审理，逾期将依法缺席裁判。特此公告。	[308, 1492, 354, 1536]
notice-paragraph: 本院受理原告诉被告纠纷一案，因你下落不明，依照《中华人民共和国民事诉讼法》的规定，向你公告送达起诉状副本、应诉通知书、举证通知书、开庭传票等。自公告之日起经过三十日即视为送达。提出答辩状和举证的期限分别为公告送达期满后的十五日和三十日内。并定于举证期满后第三日上午九时在本院第五法庭公开开庭审理，逾期将依法缺席裁判。特此公告。	[99, 1067, 143, 1112]
notice-heading: 人民法院公告	[406, 72, 425, 76]
notice-paragraph: 本院受理原告诉被告纠纷一案，因你下落不明，依照《中华人民共和国民事诉讼法》的规定，向你公告送达起诉状副本、应诉通知书、举证通知书、开庭传票等。自公告之日起经过三十日即视为送达。提出答辩状和举证的期限分别为公告送达期满后的十五日和三十日内。并定于举证期满后第三日上午九时在本院第五法庭公开开庭审理，逾期将依法缺席裁判。特此公告。	[376, 1645, 425, 1686]
notice-paragraph: 本院受理原告诉被告纠纷一案，因你下落不明，依照《中华人民共和国民事诉讼法》的规定，向你公告送达起诉状副本、应诉通知书、举证通知书、开庭传票等。自公告之日起经过三十日即视为送达。提出答辩状和举证的期限分别为公告送达期满后的十五日和三十日内。并定于举证期满后第三日上午九时在本院第五法庭公开开庭审理，逾期将依法缺席裁判。特此公告。	[376, 680, 425, 721]
notice-paragraph: 本院受理原告诉被告纠纷一案，因你下落不明，依照《中华人民共和国民事诉讼法》的规定，向你公告送达起诉状副本、应诉通知书、举证通知书、开庭传票等。自公告之日起经过三十日即视为送达。提出答辩状和举证的期限分别为公告送达期满后的十五日和三十日内。并定于举证期满后第三日上午九时在本院第五法庭公开开庭审理，逾期将依法缺席裁判。特此公告。	[166, 1633, 212, 1678]
notice-paragraph: 本院受理原告诉被告纠纷一案，因你下落不明，依照《中华人民共和国民事诉讼法》的规定，向你公告送达起诉状副本、应诉通知书、举证通知书、开庭传票等。自公告之日起经过三十日即视为送达。提出答辩状和举证的期限分别为公告送达期满后的十五日和三十日内。并定于举证期满后第三日上午九时在本院第五法庭公开开庭审理，逾期将依法缺席裁判。特此公告。	[99, 731, 143, 775]
notice-signature: 人民法院	[341, 492, 354, 497]
notice-paragraph: 本院受理原告诉被告纠纷一案，因你下落不明，依照《中华人民共和国民事诉讼法》的规定，向你公告送达起诉状副本、应诉通知书、举证通知书、开庭传票等。自公告之日起经过三十日即视为送达。提出答辩状和举证的期限分别为公告送达期满后的十五日和三十日内。并定于举证期满后第三日上午九时在本院第五法庭公开开庭审理，逾期将依法缺席裁判。特此公告。	[25, 589, 69, 634]
notice-paragraph: 本院受理原告诉被告纠纷一案，因你下落不明，依照《中华人民共和国民事诉讼法》的规定，向你公告送达起诉状副本、应诉通知书、举证通知书、开庭传票等。自公告之日起经过三十日即视为送达。提出答辩状和举证的期限分别为公告送达期满后的十五日和三十日内。并定于举证期满后第三日上午九时在本院第五法庭公开开庭审理，逾期将依法缺席裁判。特此公告。	[308, 76, 354, 121]
notice-paragraph: 本院受理原告诉被告纠纷一案，因你下落不明，依照《中华人民共和国民事诉讼法》的规定，向你公告送达起诉状副本、应诉通知书、举证通知书、开庭传票等。自公告之日起经过三十日即视为送达。提出答辩状和举证的期限分别为公告送达期满后的十五日和三十日内。并定于举证期满后第三日上午九时在本院第五法庭公开开庭审理，逾期将依法缺席裁判。特此公告。	[166, 120, 212, 165]
column-header: 公告专栏	[374, 63, 427, 71]
notice-signature: 人民法院	[412, 1244, 425, 1249]
notice-heading: 人民法院公告	[124, 496, 143, 501]
notice-heading: 人民法院公告	[406, 987, 425, 992]
notice-heading: 人民法院公告	[406, 464, 425, 469]
notice-paragraph: 本院受理原告诉被告纠纷一案，因你下落不明，依照《中华人民共和国民事诉讼法》的规定，向你公告送达起诉状副本、应诉通知书、举证通知书、开庭传票等。自公告之日起经过三十日即视为送达。提出答辩状和举证的期限分别为公告送达期满后的十五日和三十日内。并定于举证期满后第三日上午九时在本院第五法庭公开开庭审理，逾期将依法缺席裁判。特此公告。	[166, 1350, 212, 1395]
notice-heading: 人民法院公告	[335, 638, 354, 643]
notice-heading: 人民法院公告	[124, 72, 143, 76]
notice-paragraph: 本院受理原告诉被告纠纷一案，因你下落不明，依照《中华人民共和国民事诉讼法》的规定，向你公告送达起诉状副本、应诉通知书、举证通知书、开庭传票等。自公告之日起经过三十日即视为送达。提出答辩状和举证的期限分别为公告送达期满后的十五日和三十日内。并定于举证期满后第三日上午九时在本院第五法庭公开开庭审理，逾期将依法缺席裁判。特此公告。	[238, 1155, 284, 1200]
notice-signature: 人民法院	[199, 350, 212, 355]
notice-paragraph: 本院受理原告诉被告纠纷一案，因你下落不明，依照《中华人民共和国民事诉讼法》的规定，向你公告送达起诉状副本、应诉通知书、举证通知书、开庭传票等。自公告之日起经过三十日即视为送达。提出答辩状和举证的期限分别为公告送达期满后的十五日和三十日内。并定于举证期满后第三日上午九时在本院第五法庭公开开庭审理，逾期将依法缺席裁判。特此公告。	[99, 872, 143, 917]
notice-paragraph: 本院受理原告诉被告纠纷一案，因你下落不明，依照《中华人民共和国民事诉讼法》的规定，向你公告送达起诉状副本、应诉通知书、举证通知书、开庭传票等。自公告之日起经过三十日即视为送达。提出答辩状和举证的期限分别为公告送达期满后的十五日和三十日内。并定于举证期满后第三日上午九时在本院第五法庭公开开庭审理，逾期将依法缺席裁判。特此公告。	[238, 1067, 284, 1112]
notice-heading: 人民法院公告	[335, 1629, 354, 1634]
notice-paragraph: 本院受理原告诉被告纠纷一案，因你下落不明，依照《中华人民共和国民事诉讼法》的规定，向你公告送达起诉状副本、应诉通知书、举证通知书、开庭传票等。自公告之日起经过三十日即视为送达。提出答辩状和举证的期限分别为公告送达期满后的十五日和三十日内。并定于举证期满后第三日上午九时在本院第五法庭公开开庭审理，逾期将依法缺席裁判。特此公告。	[308, 120, 354, 165]
notice-heading: 人民法院公告	[335, 1062, 354, 1067]
notice-paragraph: 本院受理原告诉被告纠纷一案，因你下落不明，依照《中华人民共和国民事诉讼法》的规定，向你公告送达起诉状副本、应诉通知书、举证通知书、开庭传票等。自公告之日起经过三十日即视为送达。提出答辩状和举证的期限分别为公告送达期满后的十五日和三十日内。并定于举证期满后第三日上午九时在本院第五法庭公开开庭审理，逾期将依法缺席裁判。特此公告。	[25, 1209, 69, 1253]
notice-signature: 人民法院	[130, 492, 143, 497]
notice-signature: 人民法院	[130, 1341, 143, 1346]
notice-paragraph: 本院受理原告诉被告纠纷一案，因你下落不明，依照《中华人民共和国民事诉讼法》的规定，向你公告送达起诉状副本、应诉通知书、举证通知书、开庭传票等。自公告之日起经过三十日即视为送达。提出答辩状和举证的期限分别为公告送达期满后的十五日和三十日内。并定于举证期满后第三日上午九时在本院第五法庭公开开庭审理，逾期将依法缺席裁判。特此公告。	[308, 1722, 354, 1766]
notice-paragraph: 本院受理原告诉被告纠纷一案，因你下落不明，依照《中华人民共和国民事诉讼法》的规定，向你公告送达起诉状副本、应诉通知书、举证通知书、开庭传票等。自公告之日起经过三十日即视为送达。提出答辩状和举证的期限分别为公告送达期满后的十五日和三十日内。并定于举证期满后第三日上午九时在本院第五法庭公开开庭审理，逾期将依法缺席裁判。特此公告。	[99, 1536, 143, 1580]
notice-paragraph: 本院受理原告诉被告纠纷一案，因你下落不明，依照《中华人民共和国民事诉讼法》的规定，向你公告送达起诉状副本、应诉通知书、举证通知书、开庭传票等。自公告之日起经过三十日即视为送达。提出答辩状和举证的期限分别为公告送达期满后的十五日和三十日内。并定于举证期满后第三日上午九时在本院第五法庭公开开庭审理，逾期将依法缺席裁判。特此公告。	[166, 359, 212, 404]
notice-signature: 人民法院	[56, 1907, 69, 1912]
notice-signature: 人民法院	[130, 1624, 143, 1629]
notice-paragraph: 本院受理原告诉被告纠纷一案，因你下落不明，依照《中华人民共和国民事诉讼法》的规定，向你公告送达起诉状副本、应诉通知书、举证通知书、开庭传票等。自公告之日起经过三十日即视为送达。提出答辩状和举证的期限分别为公告送达期满后的十五日和三十日内。并定于举证期满后第三日上午九时在本院第五法庭公开开庭审理，逾期将依法缺席裁判。特此公告。	[238, 218, 284, 262]
notice-signature: 人民法院	[341, 1058, 354, 1063]
notice-paragraph: 本院受理原告诉被告纠纷一案，因你下落不明，依照《中华人民共和国民事诉讼法》的规定，向你公告送达起诉状副本、应诉通知书、举证通知书、开庭传票等。自公告之日起经过三十日即视为送达。提出答辩状和举证的期限分别为公告送达期满后的十五日和三十日内。并定于举证期满后第三日上午九时在本院第五法庭公开开庭审理，逾期将依法缺席裁判。特此公告。	[238, 642, 284, 687]
notice-heading: 人民法院公告	[124, 1912, 143, 1917]
notice-paragraph: 本院受理原告诉被告纠纷一案，因你下落不明，依照《中华人民共和国民事诉讼法》的规定，向你公告送达起诉状副本、应诉通知书、举证通知书、开庭传票等。自公告之日起经过三十日即视为送达。提出答辩状和举证的期限分别为公告送达期满后的十五日和三十日内。并定于举证期满后第三日上午九时在本院第五法庭公开开庭审理，逾期将依法缺席裁判。特此公告。	[25, 642, 69, 687]
notice-paragraph: 本院受理原告诉被告纠纷一案，因你下落不明，依照《中华人民共和国民事诉讼法》的规定，向你公告送达起诉状副本、应诉通知书、举证通知书、开庭传票等。自公告之日起经过三十日即视为送达。提出答辩状和举证的期限分别为公告送达期满后的十五日和三十日内。并定于举证期满后第三日上午九时在本院第五法庭公开开庭审理，逾期将依法缺席裁判。特此公告。	[376, 338, 425, 379]
notice-signature: 人民法院	[271, 350, 284, 355]
notice-signature: 人民法院	[130, 1766, 143, 1771]
notice-paragraph: 本院受理原告诉被告纠纷一案，因你下落不明，依照《中华人民共和国民事诉讼法》的规定，向你公告送达起诉状副本、应诉通知书、举证通知书、开庭传票等。自公告之日起经过三十日即视为送达。提出答辩状和举证的期限分别为公告送达期满后的十五日和三十日内。并定于举证期满后第三日上午九时在本院第五法庭公开开庭审理，逾期将依法缺席裁判。特此公告。	[308, 589, 354, 634]
notice-paragraph: 本院受理原告诉被告纠纷一案，因你下落不明，依照《中华人民共和国民事诉讼法》的规定，向你公告送达起诉状副本、应诉通知书、举证通知书、开庭传票等。自公告之日起经过三十日即视为送达。提出答辩状和举证的期限分别为公告送达期满后的十五日和三十日内。并定于举证期满后第三日上午九时在本院第五法庭公开开庭审理，逾期将依法缺席裁判。特此公告。	[376, 378, 425, 419]
column-body	[308, 72, 354, 1961]
notice-paragraph: 本院受理原告诉被告纠纷一案，因你下落不明，依照《中华人民共和国民事诉讼法》的规定，向你公告送达起诉状副本、应诉通知书、举证通知书、开庭传票等。自公告之日起经过三十日即视为送达。提出答辩状和举证的期限分别为公告送达期满后的十五日和三十日内。并定于举证期满后第三日上午九时在本院第五法庭公开开庭审理，逾期将依法缺席裁判。特此公告。	[376, 1424, 425, 1465]
notice-paragraph: 本院受理原告诉被告纠纷一案，因你下落不明，依照《中华人民共和国民事诉讼法》的规定，向你公告送达起诉状副本、应诉通知书、举证通知书、开庭传票等。自公告之日起经过三十日即视为送达。提出答辩状和举证的期限分别为公告送达期满后的十五日和三十日内。并定于举证期满后第三日上午九时在本院第五法庭公开开庭审理，逾期将依法缺席裁判。特此公告。	[238, 1633, 284, 1678]
notice-paragraph: 本院受理原告诉被告纠纷一案，因你下落不明，依照《中华人民共和国民事诉讼法》的规定，向你公告送达起诉状副本、应诉通知书、举证通知书、开庭传票等。自公告之日起经过三十日即视为送达。提出答辩状和举证的期限分别为公告送达期满后的十五日和三十日内。并定于举证期满后第三日上午九时在本院第五法庭公开开庭审理，逾期将依法缺席裁判。特此公告。	[308, 501, 354, 545]
notice-signature: 人民法院	[271, 916, 284, 921]
notice-heading: 人民法院公告	[124, 1346, 143, 1351]
notice-paragraph: 本院受理原告诉被告纠纷一案，因你下落不明，依照《中华人民共和国民事诉讼法》的规定，向你公告送达起诉状副本、应诉通知书、举证通知书、开庭传票等。自公告之日起经过三十日即视为送达。提出答辩状和举证的期限分别为公告送达期满后的十五日和三十日内。并定于举证期满后第三日上午九时在本院第五法庭公开开庭审理，逾期将依法缺席裁判。特此公告。	[238, 1209, 284, 1253]
notice-heading: 人民法院公告	[265, 1629, 284, 1634]
notice-signature: 人民法院	[130, 775, 143, 780]
notice-paragraph: 本院受理原告诉被告纠纷一案，因你下落不明，依照《中华人民共和国民事诉讼法》的规定，向你公告送达起诉状副本、应诉通知书、举证通知书、开庭传票等。自公告之日起经过三十日即视为送达。提出答辩状和举证的期限分别为公告送达期满后的十五日和三十日内。并定于举证期满后第三日上午九时在本院第五法庭公开开庭审理，逾期将依法缺席裁判。特此公告。	[166, 218, 212, 262]
notice-paragraph: 本院受理原告诉被告纠纷一案，因你下落不明，依照《中华人民共和国民事诉讼法》的规定，向你公告送达起诉状副本、应诉通知书、举证通知书、开庭传票等。自公告之日起经过三十日即视为送达。提出答辩状和举证的期限分别为公告送达期满后的十五日和三十日内。并定于举证期满后第三日上午九时在本院第五法庭公开开庭审理，逾期将依法缺席裁判。特此公告。	[238, 686, 284, 731]
notice-paragraph: 本院受理原告诉被告纠纷一案，因你下落不明，依照《中华人民共和国民事诉讼法》的规定，向你公告送达起诉状副本、应诉通知书、举证通知书、开庭传票等。自公告之日起经过三十日即视为送达。提出答辩状和举证的期限分别为公告送达期满后的十五日和三十日内。并定于举证期满后第三日上午九时在本院第五法庭公开开庭审理，逾期将依法缺席裁判。特此公告。	[376, 1294, 425, 1335]
notice-paragraph: 本院受理原告诉被告纠纷一案，因你下落不明，依照《中华人民共和国民事诉讼法》的规定，向你公告送达起诉状副本、应诉通知书、举证通知书、开庭传票等。自公告之日起经过三十日即视为送达。提出答辩状和举证的期限分别为公告送达期满后的十五日和三十日内。并定于举证期满后第三日上午九时在本院第五法庭公开开庭审理，逾期将依法缺席裁判。特此公告。	[376, 811, 425, 852]
notice-paragraph: 本院受理原告诉被告纠纷一案，因你下落不明，依照《中华人民共和国民事诉讼法》的规定，向你公告送达起诉状副本、应诉通知书、举证通知书、开庭传票等。自公告之日起经过三十日即视为送达。提出答辩状和举证的期限分别为公告送达期满后的十五日和三十日内。并定于举证期满后第三日上午九时在本院第五法庭公开开庭审理，逾期将依法缺席裁判。特此公告。	[308, 1350, 354, 1395]
notice-paragraph: 本院受理原告诉被告纠纷一案，因你下落不明，依照《中华人民共和国民事诉讼法》的规定，向你公告送达起诉状副本、应诉通知书、举证通知书、开庭传票等。自公告之日起经过三十日即视为送达。提出答辩状和举证的期限分别为公告送达期满后的十五日和三十日内。并定于举证期满后第三日上午九时在本院第五法庭公开开庭审理，逾期将依法缺席裁判。特此公告。	[166, 1722, 212, 1766]
notice-signature: 人民法院	[271, 1058, 284, 1063]
notice-paragraph: 本院受理原告诉被告纠纷一案，因你下落不明，依照《中华人民共和国民事诉讼法》的规定，向你公告送达起诉状副本、应诉通知书、举证通知书、开庭传票等。自公告之日起经过三十日即视为送达。提出答辩状和举证的期限分别为公告送达期满后的十五日和三十日内。并定于举证期满后第三日上午九时在本院第五法庭公开开庭审理，逾期将依法缺席裁判。特此公告。	[25, 1111, 69, 1156]
notice-paragraph: 本院受理原告诉被告纠纷一案，因你下落不明，依照《中华人民共和国民事诉讼法》的规定，向你公告送达起诉状副本、应诉通知书、举证通知书、开庭传票等。自公告之日起经过三十日即视为送达。提出答辩状和举证的期限分别为公告送达期满后的十五日和三十日内。并定于举证期满后第三日上午九时在本院第五法庭公开开庭审理，逾期将依法缺席裁判。特此公告。	[376, 207, 425, 248]
notice-heading: 人民法院公告	[124, 1770, 143, 1775]
notice-signature: 人民法院	[199, 775, 212, 780]
notice-signature: 人民法院	[130, 1058, 143, 1063]
column-5-8	[163, 62, 215, 1961]
notice-heading: 人民法院公告	[335, 779, 354, 784]
notice-paragraph: 本院受理原告诉被告纠纷一案，因你下落不明，依照《中华人民共和国民事诉讼法》的规定，向你公告送达起诉状副本、应诉通知书、举证通知书、开庭传票等。自公告之日起经过三十日即视为送达。提出答辩状和举证的期限分别为公告送达期满后的十五日和三十日内。并定于举证期满后第三日上午九时在本院第五法庭公开开庭审理，逾期将依法缺席裁判。特此公告。	[308, 1775, 354, 1819]
notice-signature: 人民法院	[271, 1341, 284, 1346]
notice-paragraph: 本院受理原告诉被告纠纷一案，因你下落不明，依照《中华人民共和国民事诉讼法》的规定，向你公告送达起诉状副本、应诉通知书、举证通知书、开庭传票等。自公告之日起经过三十日即视为送达。提出答辩状和举证的期限分别为公告送达期满后的十五日和三十日内。并定于举证期满后第三日上午九时在本院第五法庭公开开庭审理，逾期将依法缺席裁判。特此公告。	[99, 1253, 143, 1297]
col-title-2: 5/8 中缝	[165, 40, 211, 53]
notice-signature: 人民法院	[56, 775, 69, 780]
notice-paragraph: 本院受理原告诉被告纠纷一案，因你下落不明，依照《中华人民共和国民事诉讼法》的规定，向你公告送达起诉状副本、应诉通知书、举证通知书、开庭传票等。自公告之日起经过三十日即视为送达。提出答辩状和举证的期限分别为公告送达期满后的十五日和三十日内。并定于举证期满后第三日上午九时在本院第五法庭公开开庭审理，逾期将依法缺席裁判。特此公告。	[376, 599, 425, 640]
notice-paragraph: 本院受理原告诉被告纠纷一案，因你下落不明，依照《中华人民共和国民事诉讼法》的规定，向你公告送达起诉状副本、应诉通知书、举证通知书、开庭传票等。自公告之日起经过三十日即视为送达。提出答辩状和举证的期限分别为公告送达期满后的十五日和三十日内。并定于举证期满后第三日上午九时在本院第五法庭公开开庭审理，逾期将依法缺席裁判。特此公告。	[238, 1492, 284, 1536]
notice-paragraph: 本院受理原告诉被告纠纷一案，因你下落不明，依照《中华人民共和国民事诉讼法》的规定，向你公告送达起诉状副本、应诉通知书、举证通知书、开庭传票等。自公告之日起经过三十日即视为送达。提出答辩状和举证的期限分别为公告送达期满后的十五日和三十日内。并定于举证期满后第三日上午九时在本院第五法庭公开开庭审理，逾期将依法缺席裁判。特此公告。	[238, 828, 284, 873]
notice-paragraph: 本院受理原告诉被告纠纷一案，因你下落不明，依照《中华人民共和国民事诉讼法》的规定，向你公告送达起诉状副本、应诉通知书、举证通知书、开庭传票等。自公告之日起经过三十日即视为送达。提出答辩状和举证的期限分别为公告送达期满后的十五日和三十日内。并定于举证期满后第三日上午九时在本院第五法庭公开开庭审理，逾期将依法缺席裁判。特此公告。	[238, 306, 284, 350]
notice-paragraph: 本院受理原告诉被告纠纷一案，因你下落不明，依照《中华人民共和国民事诉讼法》的规定，向你公告送达起诉状副本、应诉通知书、举证通知书、开庭传票等。自公告之日起经过三十日即视为送达。提出答辩状和举证的期限分别为公告送达期满后的十五日和三十日内。并定于举证期满后第三日上午九时在本院第五法庭公开开庭审理，逾期将依法缺席裁判。特此公告。	[308, 262, 354, 306]
notice-heading: 人民法院公告	[265, 72, 284, 76]
notice-heading: 人民法院公告	[265, 779, 284, 784]
notice-paragraph: 本院受理原告诉被告纠纷一案，因你下落不明，依照《中华人民共和国民事诉讼法》的规定，向你公告送达起诉状副本、应诉通知书、举证通知书、开庭传票等。自公告之日起经过三十日即视为送达。提出答辩状和举证的期限分别为公告送达期满后的十五日和三十日内。并定于举证期满后第三日上午九时在本院第五法庭公开开庭审理，逾期将依法缺席裁判。特此公告。	[99, 218, 143, 262]
notice-heading: 人民法院公告	[124, 1629, 143, 1634]
notice-signature: 人民法院	[56, 1058, 69, 1063]
notice-paragraph: 本院受理原告诉被告纠纷一案，因你下落不明，依照《中华人民共和国民事诉讼法》的规定，向你公告送达起诉状副本、应诉通知书、举证通知书、开庭传票等。自公告之日起经过三十日即视为送达。提出答辩状和举证的期限分别为公告送达期满后的十五日和三十日内。并定于举证期满后第三日上午九时在本院第五法庭公开开庭审理，逾期将依法缺席裁判。特此公告。	[25, 359, 69, 404]
notice-signature: 人民法院	[412, 852, 425, 857]
notice-signature: 人民法院	[341, 916, 354, 921]
notice-signature: 人民法院	[341, 1624, 354, 1629]
notice-signature: 人民法院	[199, 1341, 212, 1346]
column-body	[376, 72, 425, 1817]
notice-paragraph: 本院受理原告诉被告纠纷一案，因你下落不明，依照《中华人民共和国民事诉讼法》的规定，向你公告送达起诉状副本、应诉通知书、举证通知书、开庭传票等。自公告之日起经过三十日即视为送达。提出答辩状和举证的期限分别为公告送达期满后的十五日和三十日内。并定于举证期满后第三日上午九时在本院第五法庭公开开庭审理，逾期将依法缺席裁判。特此公告。	[308, 642, 354, 687]
notice-heading: 人民法院公告	[265, 921, 284, 926]
notice-paragraph: 本院受理原告诉被告纠纷一案，因你下落不明，依照《中华人民共和国民事诉讼法》的规定，向你公告送达起诉状副本、应诉通知书、举证通知书、开庭传票等。自公告之日起经过三十日即视为送达。提出答辩状和举证的期限分别为公告送达期满后的十五日和三十日内。并定于举证期满后第三日上午九时在本院第五法庭公开开庭审理，逾期将依法缺席裁判。特此公告。	[376, 1384, 425, 1425]
notice-heading: 人民法院公告	[193, 1629, 212, 1634]
notice-heading: 人民法院公告	[124, 213, 143, 218]
notice-paragraph: 本院受理原告诉被告纠纷一案，因你下落不明，依照《中华人民共和国民事诉讼法》的规定，向你公告送达起诉状副本、应诉通知书、举证通知书、开庭传票等。自公告之日起经过三十日即视为送达。提出答辩状和举证的期限分别为公告送达期满后的十五日和三十日内。并定于举证期满后第三日上午九时在本院第五法庭公开开庭审理，逾期将依法缺席裁判。特此公告。	[99, 1014, 143, 1058]
notice-paragraph: 本院受理原告诉被告纠纷一案，因你下落不明，依照《中华人民共和国民事诉讼法》的规定，向你公告送达起诉状副本、应诉通知书、举证通知书、开庭传票等。自公告之日起经过三十日即视为送达。提出答辩状和举证的期限分别为公告送达期满后的十五日和三十日内。并定于举证期满后第三日上午九时在本院第五法庭公开开庭审理，逾期将依法缺席裁判。特此公告。	[238, 731, 284, 775]
col-title-1: 2/3 中缝	[92, 40, 138, 53]
notice-paragraph: 本院受理原告诉被告纠纷一案，因你下落不明，依照《中华人民共和国民事诉讼法》的规定，向你公告送达起诉状副本、应诉通知书、举证通知书、开庭传票等。自公告之日起经过三十日即视为送达。提出答辩状和举证的期限分别为公告送达期满后的十五日和三十日内。并定于举证期满后第三日上午九时在本院第五法庭公开开庭审理，逾期将依法缺席裁判。特此公告。	[99, 686, 143, 731]
notice-signature: 人民法院	[130, 633, 143, 638]
notice-paragraph: 本院受理原告诉被告纠纷一案，因你下落不明，依照《中华人民共和国民事诉讼法》的规定，向你公告送达起诉状副本、应诉通知书、举证通知书、开庭传票等。自公告之日起经过三十日即视为送达。提出答辩状和举证的期限分别为公告送达期满后的十五日和三十日内。并定于举证期满后第三日上午九时在本院第五法庭公开开庭审理，逾期将依法缺席裁判。特此公告。	[25, 1014, 69, 1058]
notice-signature: 人民法院	[271, 208, 284, 213]
notice-signature: 人民法院	[56, 1766, 69, 1771]
notice-paragraph: 本院受理原告诉被告纠纷一案，因你下落不明，依照《中华人民共和国民事诉讼法》的规定，向你公告送达起诉状副本、应诉通知书、举证通知书、开庭传票等。自公告之日起经过三十日即视为送达。提出答辩状和举证的期限分别为公告送达期满后的十五日和三十日内。并定于举证期满后第三日上午九时在本院第五法庭公开开庭审理，逾期将依法缺席裁判。特此公告。	[376, 1686, 425, 1727]
notice-paragraph: 本院受理原告诉被告纠纷一案，因你下落不明，依照《中华人民共和国民事诉讼法》的规定，向你公告送达起诉状副本、应诉通知书、举证通知书、开庭传票等。自公告之日起经过三十日即视为送达。提出答辩状和举证的期限分别为公告送达期满后的十五日和三十日内。并定于举证期满后第三日上午九时在本院第五法庭公开开庭审理，逾期将依法缺席裁判。特此公告。	[25, 1155, 69, 1200]
notice-paragraph: 本院受理原告诉被告纠纷一案，因你下落不明，依照《中华人民共和国民事诉讼法》的规定，向你公告送达起诉状副本、应诉通知书、举证通知书、开庭传票等。自公告之日起经过三十日即视为送达。提出答辩状和举证的期限分别为公告送达期满后的十五日和三十日内。并定于举证期满后第三日上午九时在本院第五法庭公开开庭审理，逾期将依法缺席裁判。特此公告。	[308, 403, 354, 448]
notice-heading: 人民法院公告	[124, 779, 143, 784]
notice-paragraph: 本院受理原告诉被告纠纷一案，因你下落不明，依照《中华人民共和国民事诉讼法》的规定，向你公告送达起诉状副本、应诉通知书、举证通知书、开庭传票等。自公告之日起经过三十日即视为送达。提出答辩状和举证的期限分别为公告送达期满后的十五日和三十日内。并定于举证期满后第三日上午九时在本院第五法庭公开开庭审理，逾期将依法缺席裁判。特此公告。	[99, 164, 143, 209]
notice-paragraph: 本院受理原告诉被告纠纷一案，因你下落不明，依照《中华人民共和国民事诉讼法》的规定，向你公告送达起诉状副本、应诉通知书、举证通知书、开庭传票等。自公告之日起经过三十日即视为送达。提出答辩状和举证的期限分别为公告送达期满后的十五日和三十日内。并定于举证期满后第三日上午九时在本院第五法庭公开开庭审理，逾期将依法缺席裁判。特此公告。	[376, 157, 425, 198]
notice-paragraph: 本院受理原告诉被告纠纷一案，因你下落不明，依照《中华人民共和国民事诉讼法》的规定，向你公告送达起诉状副本、应诉通知书、举证通知书、开庭传票等。自公告之日起经过三十日即视为送达。提出答辩状和举证的期限分别为公告送达期满后的十五日和三十日内。并定于举证期满后第三日上午九时在本院第五法庭公开开庭审理，逾期将依法缺席裁判。特此公告。	[238, 1350, 284, 1395]
notice-heading: 人民法院公告	[406, 333, 425, 338]
notice-heading: 人民法院公告	[265, 638, 284, 643]
notice-paragraph: 本院受理原告诉被告纠纷一案，因你下落不明，依照《中华人民共和国民事诉讼法》的规定，向你公告送达起诉状副本、应诉通知书、举证通知书、开庭传票等。自公告之日起经过三十日即视为送达。提出答辩状和举证的期限分别为公告送达期满后的十五日和三十日内。并定于举证期满后第三日上午九时在本院第五法庭公开开庭审理，逾期将依法缺席裁判。特此公告。	[25, 970, 69, 1014]
notice-paragraph: 本院受理原告诉被告纠纷一案，因你下落不明，依照《中华人民共和国民事诉讼法》的规定，向你公告送达起诉状副本、应诉通知书、举证通知书、开庭传票等。自公告之日起经过三十日即视为送达。提出答辩状和举证的期限分别为公告送达期满后的十五日和三十日内。并定于举证期满后第三日上午九时在本院第五法庭公开开庭审理，逾期将依法缺席裁判。特此公告。	[376, 730, 425, 771]
notice-paragraph: 本院受理原告诉被告纠纷一案，因你下落不明，依照《中华人民共和国民事诉讼法》的规定，向你公告送达起诉状副本、应诉通知书、举证通知书、开庭传票等。自公告之日起经过三十日即视为送达。提出答辩状和举证的期限分别为公告送达期满后的十五日和三十日内。并定于举证期满后第三日上午九时在本院第五法庭公开开庭审理，逾期将依法缺席裁判。特此公告。	[166, 1863, 212, 1908]
notice-heading: 人民法院公告	[50, 355, 69, 360]
notice-paragraph: 本院受理原告诉被告纠纷一案，因你下落不明，依照《中华人民共和国民事诉讼法》的规定，向你公告送达起诉状副本、应诉通知书、举证通知书、开庭传票等。自公告之日起经过三十日即视为送达。提出答辩状和举证的期限分别为公告送达期满后的十五日和三十日内。并定于举证期满后第三日上午九时在本院第五法庭公开开庭审理，逾期将依法缺席裁判。特此公告。	[166, 1438, 212, 1483]
notice-paragraph: 本院受理原告诉被告纠纷一案，因你下落不明，依照《中华人民共和国民事诉讼法》的规定，向你公告送达起诉状副本、应诉通知书、举证通知书、开庭传票等。自公告之日起经过三十日即视为送达。提出答辩状和举证的期限分别为公告送达期满后的十五日和三十日内。并定于举证期满后第三日上午九时在本院第五法庭公开开庭审理，逾期将依法缺席裁判。特此公告。	[376, 1334, 425, 1375]
notice-paragraph: 本院受理原告诉被告纠纷一案，因你下落不明，依照《中华人民共和国民事诉讼法》的规定，向你公告送达起诉状副本、应诉通知书、举证通知书、开庭传票等。自公告之日起经过三十日即视为送达。提出答辩状和举证的期限分别为公告送达期满后的十五日和三十日内。并定于举证期满后第三日上午九时在本院第五法庭公开开庭审理，逾期将依法缺席裁判。特此公告。	[238, 589, 284, 634]
col-title-0: 1/4 中缝	[15, 40, 61, 53]
notice-signature: 人民法院	[56, 1483, 69, 1488]
column-header: 公告专栏	[164, 63, 214, 71]
notice-paragraph: 本院受理原告诉被告纠纷一案，因你下落不明，依照《中华人民共和国民事诉讼法》的规定，向你公告送达起诉状副本、应诉通知书、举证通知书、开庭传票等。自公告之日起经过三十日即视为送达。提出答辩状和举证的期限分别为公告送达期满后的十五日和三十日内。并定于举证期满后第三日上午九时在本院第五法庭公开开庭审理，逾期将依法缺席裁判。特此公告。	[166, 76, 212, 121]
notice-paragraph: 本院受理原告诉被告纠纷一案，因你下落不明，依照《中华人民共和国民事诉讼法》的规定，向你公告送达起诉状副本、应诉通知书、举证通知书、开庭传票等。自公告之日起经过三十日即视为送达。提出答辩状和举证的期限分别为公告送达期满后的十五日和三十日内。并定于举证期满后第三日上午九时在本院第五法庭公开开庭审理，逾期将依法缺席裁判。特此公告。	[308, 1394, 354, 1439]
notice-paragraph: 本院受理原告诉被告纠纷一案，因你下落不明，依照《中华人民共和国民事诉讼法》的规定，向你公告送达起诉状副本、应诉通知书、举证通知书、开庭传票等。自公告之日起经过三十日即视为送达。提出答辩状和举证的期限分别为公告送达期满后的十五日和三十日内。并定于举证期满后第三日上午九时在本院第五法庭公开开庭审理，逾期将依法缺席裁判。特此公告。	[25, 1775, 69, 1819]
notice-signature: 人民法院	[56, 633, 69, 638]
column-header: 公告专栏	[97, 63, 145, 71]
notice-signature: 人民法院	[341, 1766, 354, 1771]
notice-heading: 人民法院公告	[50, 638, 69, 643]
notice-paragraph: 本院受理原告诉被告纠纷一案，因你下落不明，依照《中华人民共和国民事诉讼法》的规定，向你公告送达起诉状副本、应诉通知书、举证通知书、开庭传票等。自公告之日起经过三十日即视为送达。提出答辩状和举证的期限分别为公告送达期满后的十五日和三十日内。并定于举证期满后第三日上午九时在本院第五法庭公开开庭审理，逾期将依法缺席裁判。特此公告。	[25, 1297, 69, 1341]
notice-paragraph: 本院受理原告诉被告纠纷一案，因你下落不明，依照《中华人民共和国民事诉讼法》的规定，向你公告送达起诉状副本、应诉通知书、举证通知书、开庭传票等。自公告之日起经过三十日即视为送达。提出答辩状和举证的期限分别为公告送达期满后的十五日和三十日内。并定于举证期满后第三日上午九时在本院第五法庭公开开庭审理，逾期将依法缺席裁判。特此公告。	[376, 419, 425, 460]
column-1-4	[22, 62, 72, 1961]
notice-paragraph: 本院受理原告诉被告纠纷一案，因你下落不明，依照《中华人民共和国民事诉讼法》的规定，向你公告送达起诉状副本、应诉通知书、举证通知书、开庭传票等。自公告之日起经过三十日即视为送达。提出答辩状和举证的期限分别为公告送达期满后的十五日和三十日内。并定于举证期满后第三日上午九时在本院第五法庭公开开庭审理，逾期将依法缺席裁判。特此公告。	[238, 1775, 284, 1819]
notice-paragraph: 本院受理原告诉被告纠纷一案，因你下落不明，依照《中华人民共和国民事诉讼法》的规定，向你公告送达起诉状副本、应诉通知书、举证通知书、开庭传票等。自公告之日起经过三十日即视为送达。提出答辩状和举证的期限分别为公告送达期满后的十五日和三十日内。并定于举证期满后第三日上午九时在本院第五法庭公开开庭审理，逾期将依法缺席裁判。特此公告。	[376, 1596, 425, 1637]
notice-paragraph: 本院受理原告诉被告纠纷一案，因你下落不明，依照《中华人民共和国民事诉讼法》的规定，向你公告送达起诉状副本、应诉通知书、举证通知书、开庭传票等。自公告之日起经过三十日即视为送达。提出答辩状和举证的期限分别为公告送达期满后的十五日和三十日内。并定于举证期满后第三日上午九时在本院第五法庭公开开庭审理，逾期将依法缺席裁判。特此公告。	[99, 1297, 143, 1341]
notice-paragraph: 本院受理原告诉被告纠纷一案，因你下落不明，依照《中华人民共和国民事诉讼法》的规定，向你公告送达起诉状副本、应诉通知书、举证通知书、开庭传票等。自公告之日起经过三十日即视为送达。提出答辩状和举证的期限分别为公告送达期满后的十五日和三十日内。并定于举证期满后第三日上午九时在本院第五法庭公开开庭审理，逾期将依法缺席裁判。特此公告。	[376, 640, 425, 681]
notice-signature: 人民法院	[412, 198, 425, 203]
notice-signature: 人民法院	[130, 208, 143, 213]
notice-signature: 人民法院	[412, 1375, 425, 1380]
notice-paragraph: 本院受理原告诉被告纠纷一案，因你下落不明，依照《中华人民共和国民事诉讼法》的规定，向你公告送达起诉状副本、应诉通知书、举证通知书、开庭传票等。自公告之日起经过三十日即视为送达。提出答辩状和举证的期限分别为公告送达期满后的十五日和三十日内。并定于举证期满后第三日上午九时在本院第五法庭公开开庭审理，逾期将依法缺席裁判。特此公告。	[376, 1253, 425, 1294]
notice-paragraph: 本院受理原告诉被告纠纷一案，因你下落不明，依照《中华人民共和国民事诉讼法》的规定，向你公告送达起诉状副本、应诉通知书、举证通知书、开庭传票等。自公告之日起经过三十日即视为送达。提出答辩状和举证的期限分别为公告送达期满后的十五日和三十日内。并定于举证期满后第三日上午九时在本院第五法庭公开开庭审理，逾期将依法缺席裁判。特此公告。	[166, 1155, 212, 1200]
notice-paragraph: 本院受理原告诉被告纠纷一案，因你下落不明，依照《中华人民共和国民事诉讼法》的规定，向你公告送达起诉状副本、应诉通知书、举证通知书、开庭传票等。自公告之日起经过三十日即视为送达。提出答辩状和举证的期限分别为公告送达期满后的十五日和三十日内。并定于举证期满后第三日上午九时在本院第五法庭公开开庭审理，逾期将依法缺席裁判。特此公告。	[99, 925, 143, 970]
notice-paragraph: 本院受理原告诉被告纠纷一案，因你下落不明，依照《中华人民共和国民事诉讼法》的规定，向你公告送达起诉状副本、应诉通知书、举证通知书、开庭传票等。自公告之日起经过三十日即视为送达。提出答辩状和举证的期限分别为公告送达期满后的十五日和三十日内。并定于举证期满后第三日上午九时在本院第五法庭公开开庭审理，逾期将依法缺席裁判。特此公告。	[238, 784, 284, 828]
